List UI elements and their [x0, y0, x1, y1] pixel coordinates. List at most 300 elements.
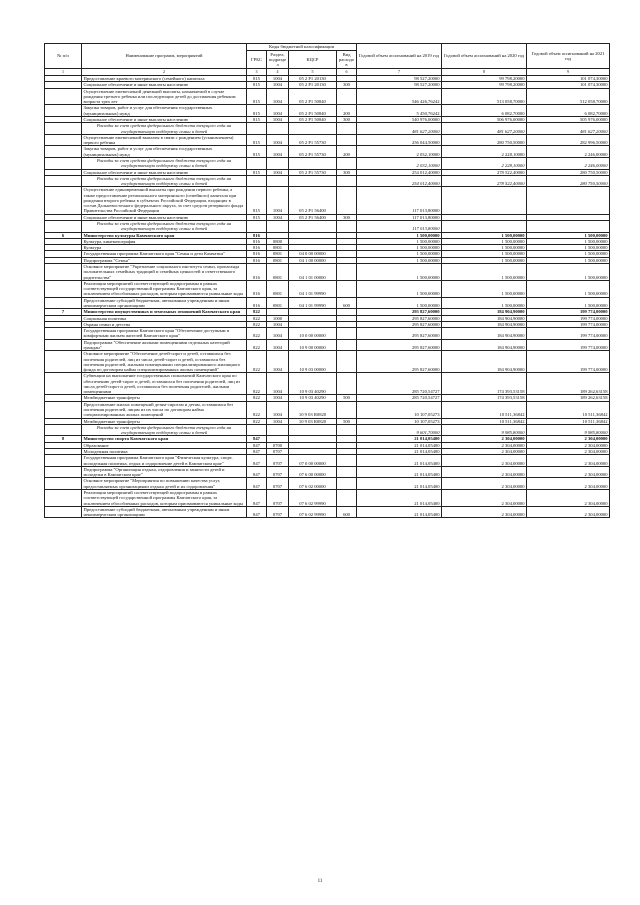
- amount-2020: 184 904,90000: [442, 321, 527, 327]
- table-row: [45, 466, 610, 478]
- amount-2019: 540 976,00000: [357, 116, 442, 122]
- row-name: Предоставление субсидий бюджетным, автономным учреждениям и иным некоммерческим организациям: [82, 506, 247, 518]
- row-name: Государственная программа Камчатского края "Физическая культура, спорт, молодежная политика, отдых и оздоровление детей в Камчатском крае": [82, 455, 247, 467]
- amount-2021: 481 627,20000: [527, 123, 610, 135]
- amount-2019: 5 450,76242: [357, 105, 442, 117]
- amount-2020: 481 627,20000: [442, 123, 527, 135]
- amount-2019: 295 827,60000: [357, 309, 442, 315]
- amount-2019: 10 107,05273: [357, 401, 442, 418]
- row-name: Основное мероприятие "Мероприятия по повышению качества услуг, предоставляемых организациями отдыха детей и их оздоровления": [82, 478, 247, 490]
- expense-type-code: 200: [337, 146, 357, 158]
- amount-2021: 6 082,70000: [527, 105, 610, 117]
- header-name: Наименование программ, мероприятий: [82, 44, 247, 69]
- amount-2019: 285 720,54727: [357, 373, 442, 395]
- kcsr-code: 05 2 Р1 56400: [289, 187, 337, 214]
- amount-2020: 1 500,00000: [442, 251, 527, 257]
- row-name: Охрана семьи и детства: [82, 321, 247, 327]
- expense-type-code: 500: [337, 395, 357, 401]
- table-row: [45, 146, 610, 158]
- amount-2021: 1 500,00000: [527, 232, 610, 238]
- section-code: 0707: [267, 506, 289, 518]
- expense-type-code: [337, 401, 357, 418]
- note-row: [45, 424, 610, 436]
- amount-2019: 117 013,80000: [357, 214, 442, 220]
- amount-2019: 21 014,05400: [357, 436, 442, 442]
- header-kcsr: КЦСР: [289, 51, 337, 69]
- page-number: 11: [317, 879, 323, 884]
- amount-2019: 295 827,60000: [357, 315, 442, 321]
- amount-2021: 282 996,50000: [527, 134, 610, 146]
- grbs-code: 822: [247, 339, 267, 351]
- row-number: [45, 221, 82, 233]
- kcsr-code: 10 9 03 R0820: [289, 418, 337, 424]
- section-code: 1004: [267, 214, 289, 220]
- amount-2020: 10 511,36842: [442, 401, 527, 418]
- table-row: [45, 506, 610, 518]
- amount-2020: 9 985,80000: [442, 424, 527, 436]
- kcsr-code: 05 2 Р1 56400: [289, 214, 337, 220]
- amount-2020: 174 393,53158: [442, 395, 527, 401]
- row-name: Министерство культуры Камчатского края: [82, 232, 247, 238]
- amount-2021: 280 750,50000: [527, 175, 610, 187]
- kcsr-code: 04 0 00 00000: [289, 251, 337, 257]
- kcsr-code: 07 6 02 99990: [289, 506, 337, 518]
- amount-2020: 2 228,10000: [442, 146, 527, 158]
- section-code: 0707: [267, 466, 289, 478]
- grbs-code: 847: [247, 442, 267, 448]
- header-row-1: [45, 44, 610, 51]
- row-number: [45, 455, 82, 467]
- row-name: Закупка товаров, работ и услуг для обеспечения государственных (муниципальных) нужд: [82, 146, 247, 158]
- row-name: Подпрограмма "Обеспечение жилыми помещениями отдельных категорий граждан": [82, 339, 247, 351]
- expense-type-code: [337, 175, 357, 187]
- grbs-code: [247, 221, 267, 233]
- amount-2020: 6 082,70000: [442, 105, 527, 117]
- row-name: Закупка товаров, работ и услуг для обеспечения государственных (муниципальных) нужд: [82, 105, 247, 117]
- amount-2021: 2 304,00000: [527, 478, 610, 490]
- kcsr-code: 07 6 00 00000: [289, 466, 337, 478]
- column-index-row: [45, 69, 610, 76]
- amount-2019: 21 014,05400: [357, 478, 442, 490]
- amount-2019: 295 827,60000: [357, 351, 442, 373]
- amount-2019: 1 500,00000: [357, 245, 442, 251]
- amount-2019: 21 014,05400: [357, 442, 442, 448]
- amount-2019: 10 107,05273: [357, 418, 442, 424]
- grbs-code: 847: [247, 436, 267, 442]
- amount-2020: 184 904,90000: [442, 309, 527, 315]
- amount-2020: 1 500,00000: [442, 245, 527, 251]
- kcsr-code: 05 2 Р1 50840: [289, 116, 337, 122]
- column-index: 8: [442, 69, 527, 76]
- row-name: Осуществление ежемесячной выплаты в связи с рождением (усыновлением) первого ребенка: [82, 134, 247, 146]
- row-name: Межбюджетные трансферты: [82, 418, 247, 424]
- row-name: Осуществление единовременной выплаты при рождении первого ребенка, а также предоставление регионального материнского (семейного) капитала при рождении второго ребенка в субъектах Российской Федерации, входящих в состав Дальневосточного федерального округа, за счет средств резервного фонда Правительства Российской Федерации: [82, 187, 247, 214]
- row-number: [45, 146, 82, 158]
- amount-2019: 21 014,05400: [357, 466, 442, 478]
- section-code: 1004: [267, 82, 289, 88]
- row-name: Реализация мероприятий соответствующей подпрограммы в рамках соответствующей государственной программы Камчатского края, за исключением обособленных расходов, которым присваиваются уникальные коды: [82, 280, 247, 297]
- row-number: [45, 328, 82, 340]
- amount-2021: 1 500,00000: [527, 297, 610, 309]
- amount-2019: 254 012,40000: [357, 169, 442, 175]
- section-code: 1004: [267, 328, 289, 340]
- expense-type-code: 600: [337, 506, 357, 518]
- row-number: [45, 424, 82, 436]
- amount-2019: 1 500,00000: [357, 257, 442, 263]
- amount-2021: [527, 221, 610, 233]
- expense-type-code: [337, 134, 357, 146]
- amount-2021: 505 976,00000: [527, 116, 610, 122]
- grbs-code: 815: [247, 134, 267, 146]
- kcsr-code: 10 9 03 40290: [289, 373, 337, 395]
- row-number: [45, 401, 82, 418]
- amount-2019: 1 500,00000: [357, 297, 442, 309]
- grbs-code: 815: [247, 169, 267, 175]
- grbs-code: [247, 175, 267, 187]
- row-number: [45, 478, 82, 490]
- table-row: [45, 134, 610, 146]
- row-name: Культура: [82, 245, 247, 251]
- amount-2021: 1 500,00000: [527, 264, 610, 281]
- header-vr: Вид расходов: [337, 51, 357, 69]
- note-row: [45, 175, 610, 187]
- amount-2020: 2 304,00000: [442, 455, 527, 467]
- row-name: Осуществление ежемесячной денежной выплаты, назначаемой в случае рождения третьего ребенка или последующих детей до достижения ребенком возраста трех лет: [82, 88, 247, 105]
- row-name: Министерство имущественных и земельных отношений Камчатского края: [82, 309, 247, 315]
- expense-type-code: [337, 478, 357, 490]
- expense-type-code: [337, 466, 357, 478]
- grbs-code: 822: [247, 315, 267, 321]
- grbs-code: 847: [247, 506, 267, 518]
- section-code: 1004: [267, 169, 289, 175]
- amount-2021: 512 058,70000: [527, 88, 610, 105]
- grbs-code: 816: [247, 245, 267, 251]
- row-number: [45, 489, 82, 506]
- amount-2021: 2 304,00000: [527, 455, 610, 467]
- amount-2019: 21 014,05400: [357, 506, 442, 518]
- section-code: 0801: [267, 297, 289, 309]
- expense-type-code: [337, 339, 357, 351]
- table-row: [45, 489, 610, 506]
- grbs-code: 847: [247, 455, 267, 467]
- table-body: [45, 69, 610, 518]
- row-name: Расходы за счет средств федерального бюджета текущего года на государственную поддержку семьи и детей: [82, 221, 247, 233]
- amount-2019: 481 627,20000: [357, 123, 442, 135]
- header-num: № п/п: [45, 44, 82, 69]
- amount-2021: 1 500,00000: [527, 251, 610, 257]
- kcsr-code: 04 1 00 00000: [289, 257, 337, 263]
- amount-2019: 546 426,76242: [357, 88, 442, 105]
- amount-2021: 1 500,00000: [527, 245, 610, 251]
- expense-type-code: 300: [337, 116, 357, 122]
- row-number: [45, 105, 82, 117]
- row-number: [45, 280, 82, 297]
- expense-type-code: [337, 351, 357, 373]
- row-number: [45, 339, 82, 351]
- section-code: 1004: [267, 76, 289, 82]
- row-name: Расходы за счет средств федерального бюджета текущего года на государственную поддержку семьи и детей: [82, 123, 247, 135]
- amount-2019: 21 014,05400: [357, 449, 442, 455]
- amount-2020: 184 904,90000: [442, 339, 527, 351]
- row-number: [45, 187, 82, 214]
- grbs-code: 815: [247, 214, 267, 220]
- kcsr-code: [289, 424, 337, 436]
- row-number: [45, 506, 82, 518]
- table-row: [45, 280, 610, 297]
- amount-2021: 2 246,00000: [527, 146, 610, 158]
- grbs-code: 815: [247, 88, 267, 105]
- row-name: Расходы за счет средств федерального бюджета текущего года на государственную поддержку семьи и детей: [82, 157, 247, 169]
- expense-type-code: 500: [337, 418, 357, 424]
- amount-2021: 2 304,00000: [527, 466, 610, 478]
- amount-2019: 1 500,00000: [357, 238, 442, 244]
- row-name: Социальное обеспечение и иные выплаты населению: [82, 116, 247, 122]
- header-y2019: Годовой объем ассигнований на 2019 год: [357, 44, 442, 69]
- section-code: 1004: [267, 105, 289, 117]
- expense-type-code: [337, 264, 357, 281]
- expense-type-code: [337, 328, 357, 340]
- section-code: [267, 157, 289, 169]
- amount-2019: 2 032,10000: [357, 157, 442, 169]
- amount-2021: 10 511,36842: [527, 401, 610, 418]
- amount-2020: 184 904,90000: [442, 315, 527, 321]
- row-number: 7: [45, 309, 82, 315]
- grbs-code: [247, 157, 267, 169]
- expense-type-code: [337, 455, 357, 467]
- amount-2020: 280 750,50000: [442, 134, 527, 146]
- section-code: 0801: [267, 257, 289, 263]
- kcsr-code: [289, 221, 337, 233]
- section-code: 1004: [267, 321, 289, 327]
- section-code: 1004: [267, 187, 289, 214]
- grbs-code: 815: [247, 105, 267, 117]
- header-y2020: Годовой объем ассигнований на 2020 год: [442, 44, 527, 69]
- amount-2020: 10 511,36842: [442, 418, 527, 424]
- expense-type-code: 300: [337, 169, 357, 175]
- amount-2021: 2 304,00000: [527, 449, 610, 455]
- table-row: [45, 264, 610, 281]
- amount-2020: [442, 187, 527, 214]
- expense-type-code: [337, 424, 357, 436]
- grbs-code: 822: [247, 418, 267, 424]
- row-name: Основное мероприятие "Укрепление социального института семьи, пропаганда положительных семейных традиций и семейных ценностей и ответственного родительства": [82, 264, 247, 281]
- amount-2021: 2 246,00000: [527, 157, 610, 169]
- row-number: [45, 88, 82, 105]
- amount-2021: 199 774,00000: [527, 351, 610, 373]
- section-code: [267, 175, 289, 187]
- row-name: Образование: [82, 442, 247, 448]
- expense-type-code: [337, 187, 357, 214]
- budget-table: [44, 43, 610, 518]
- row-name: Социальная политика: [82, 315, 247, 321]
- amount-2020: 506 976,00000: [442, 116, 527, 122]
- row-number: 8: [45, 436, 82, 442]
- grbs-code: 822: [247, 351, 267, 373]
- amount-2019: 98 527,20000: [357, 82, 442, 88]
- table-row: [45, 351, 610, 373]
- amount-2019: 254 012,40000: [357, 175, 442, 187]
- kcsr-code: 10 9 03 40290: [289, 395, 337, 401]
- row-name: Предоставление краевого материнского (семейного) капитала: [82, 76, 247, 82]
- section-code: 1004: [267, 418, 289, 424]
- amount-2021: 2 304,00000: [527, 436, 610, 442]
- kcsr-code: 10 0 00 00000: [289, 328, 337, 340]
- grbs-code: 847: [247, 489, 267, 506]
- amount-2020: 2 304,00000: [442, 442, 527, 448]
- row-name: Расходы за счет средств федерального бюджета текущего года на государственную поддержку семьи и детей: [82, 424, 247, 436]
- amount-2021: 199 774,00000: [527, 328, 610, 340]
- grbs-code: 816: [247, 280, 267, 297]
- amount-2019: 295 827,60000: [357, 339, 442, 351]
- grbs-code: 816: [247, 251, 267, 257]
- row-name: Предоставление субсидий бюджетным, автономным учреждениям и иным некоммерческим организациям: [82, 297, 247, 309]
- row-name: Субвенции на выполнение государственных полномочий Камчатского края по обеспечению детей-сирот и детей, оставшихся без попечения родителей, лиц из числа детей-сирот и детей, оставшихся без попечения родителей, жилыми помещениями: [82, 373, 247, 395]
- amount-2019: 2 032,10000: [357, 146, 442, 158]
- expense-type-code: [337, 123, 357, 135]
- amount-2019: 1 500,00000: [357, 232, 442, 238]
- amount-2021: [527, 187, 610, 214]
- amount-2019: 1 500,00000: [357, 264, 442, 281]
- row-name: Министерство спорта Камчатского края: [82, 436, 247, 442]
- table-row: [45, 88, 610, 105]
- kcsr-code: 07 6 02 00000: [289, 478, 337, 490]
- expense-type-code: [337, 88, 357, 105]
- section-code: 0801: [267, 251, 289, 257]
- header-grbs: ГРБС: [247, 51, 267, 69]
- amount-2019: 285 720,54727: [357, 395, 442, 401]
- amount-2020: 1 500,00000: [442, 232, 527, 238]
- amount-2019: 21 014,05400: [357, 455, 442, 467]
- kcsr-code: [289, 157, 337, 169]
- column-index: 9: [527, 69, 610, 76]
- amount-2020: 2 304,00000: [442, 489, 527, 506]
- kcsr-code: 10 9 00 00000: [289, 339, 337, 351]
- section-code: [267, 424, 289, 436]
- grbs-code: 815: [247, 116, 267, 122]
- row-name: Социальное обеспечение и иные выплаты населению: [82, 169, 247, 175]
- note-row: [45, 157, 610, 169]
- grbs-code: 822: [247, 373, 267, 395]
- grbs-code: 822: [247, 321, 267, 327]
- expense-type-code: [337, 280, 357, 297]
- grbs-code: 815: [247, 82, 267, 88]
- header-y2021: Годовой объем ассигнований на 2021 год: [527, 44, 610, 69]
- section-code: 0700: [267, 442, 289, 448]
- amount-2019: 9 601,70000: [357, 424, 442, 436]
- section-code: 0707: [267, 449, 289, 455]
- row-name: Государственная программа Камчатского края "Семья и дети Камчатки": [82, 251, 247, 257]
- amount-2021: 199 774,00000: [527, 309, 610, 315]
- table-row: [45, 297, 610, 309]
- amount-2019: 21 014,05400: [357, 489, 442, 506]
- row-name: Межбюджетные трансферты: [82, 395, 247, 401]
- expense-type-code: 300: [337, 82, 357, 88]
- amount-2021: 199 774,00000: [527, 315, 610, 321]
- row-name: Предоставление жилых помещений детям-сиротам и детям, оставшимся без попечения родителей, лицам из их числа по договорам найма специализированных жилых помещений: [82, 401, 247, 418]
- amount-2021: 10 511,36842: [527, 418, 610, 424]
- table-row: [45, 455, 610, 467]
- column-index: 6: [337, 69, 357, 76]
- section-code: 1004: [267, 146, 289, 158]
- amount-2020: 174 393,53158: [442, 373, 527, 395]
- amount-2021: 189 262,63158: [527, 373, 610, 395]
- kcsr-code: [289, 175, 337, 187]
- section-code: 1004: [267, 116, 289, 122]
- amount-2021: 9 985,80000: [527, 424, 610, 436]
- amount-2021: 1 500,00000: [527, 238, 610, 244]
- row-name: Молодежная политика: [82, 449, 247, 455]
- kcsr-code: 10 9 03 00000: [289, 351, 337, 373]
- column-index: 1: [45, 69, 82, 76]
- grbs-code: 816: [247, 257, 267, 263]
- amount-2020: 2 304,00000: [442, 449, 527, 455]
- row-number: 6: [45, 232, 82, 238]
- table-row: [45, 478, 610, 490]
- section-code: 0801: [267, 264, 289, 281]
- amount-2019: 117 013,80000: [357, 187, 442, 214]
- kcsr-code: 04 1 01 99990: [289, 280, 337, 297]
- amount-2020: 2 304,00000: [442, 478, 527, 490]
- expense-type-code: [337, 157, 357, 169]
- amount-2020: 2 304,00000: [442, 436, 527, 442]
- expense-type-code: 200: [337, 105, 357, 117]
- section-code: 1004: [267, 351, 289, 373]
- grbs-code: 815: [247, 76, 267, 82]
- grbs-code: [247, 424, 267, 436]
- amount-2020: 184 904,90000: [442, 351, 527, 373]
- section-code: [267, 123, 289, 135]
- kcsr-code: 05 2 Р1 20130: [289, 82, 337, 88]
- column-index: 7: [357, 69, 442, 76]
- section-code: 0801: [267, 245, 289, 251]
- table-row: [45, 401, 610, 418]
- amount-2021: 101 074,30000: [527, 82, 610, 88]
- row-name: Реализация мероприятий соответствующей подпрограммы в рамках соответствующей государственной программы Камчатского края, за исключением обособленных расходов, которым присваиваются уникальные коды: [82, 489, 247, 506]
- column-index: 4: [267, 69, 289, 76]
- kcsr-code: 05 2 Р1 20130: [289, 76, 337, 82]
- section-code: 0707: [267, 478, 289, 490]
- amount-2021: 1 500,00000: [527, 280, 610, 297]
- grbs-code: 847: [247, 478, 267, 490]
- amount-2020: 1 500,00000: [442, 238, 527, 244]
- header-rz: Раздел, подраздел: [267, 51, 289, 69]
- amount-2020: 2 304,00000: [442, 506, 527, 518]
- section-code: 0707: [267, 455, 289, 467]
- kcsr-code: 05 2 Р1 55730: [289, 134, 337, 146]
- expense-type-code: 600: [337, 297, 357, 309]
- kcsr-code: 05 2 Р1 50840: [289, 88, 337, 105]
- section-code: 1004: [267, 339, 289, 351]
- column-index: 5: [289, 69, 337, 76]
- row-name: Социальное обеспечение и иные выплаты населению: [82, 214, 247, 220]
- kcsr-code: 10 9 03 R0820: [289, 401, 337, 418]
- table-row: [45, 373, 610, 395]
- section-code: 0707: [267, 489, 289, 506]
- section-code: 1004: [267, 373, 289, 395]
- grbs-code: 815: [247, 187, 267, 214]
- kcsr-code: 04 1 01 99990: [289, 297, 337, 309]
- kcsr-code: 07 0 00 00000: [289, 455, 337, 467]
- row-name: Основное мероприятие "Обеспечение детей-сирот и детей, оставшихся без попечения родителей, лиц из числа детей-сирот и детей, оставшихся без попечения родителей, жилыми помещениями специализированного жилищного фонда по договорам найма специализированных жилых помещений": [82, 351, 247, 373]
- amount-2021: 199 774,00000: [527, 339, 610, 351]
- grbs-code: 816: [247, 264, 267, 281]
- row-number: [45, 466, 82, 478]
- amount-2021: 2 304,00000: [527, 442, 610, 448]
- expense-type-code: [337, 373, 357, 395]
- kcsr-code: [289, 123, 337, 135]
- grbs-code: 847: [247, 466, 267, 478]
- amount-2020: 2 304,00000: [442, 466, 527, 478]
